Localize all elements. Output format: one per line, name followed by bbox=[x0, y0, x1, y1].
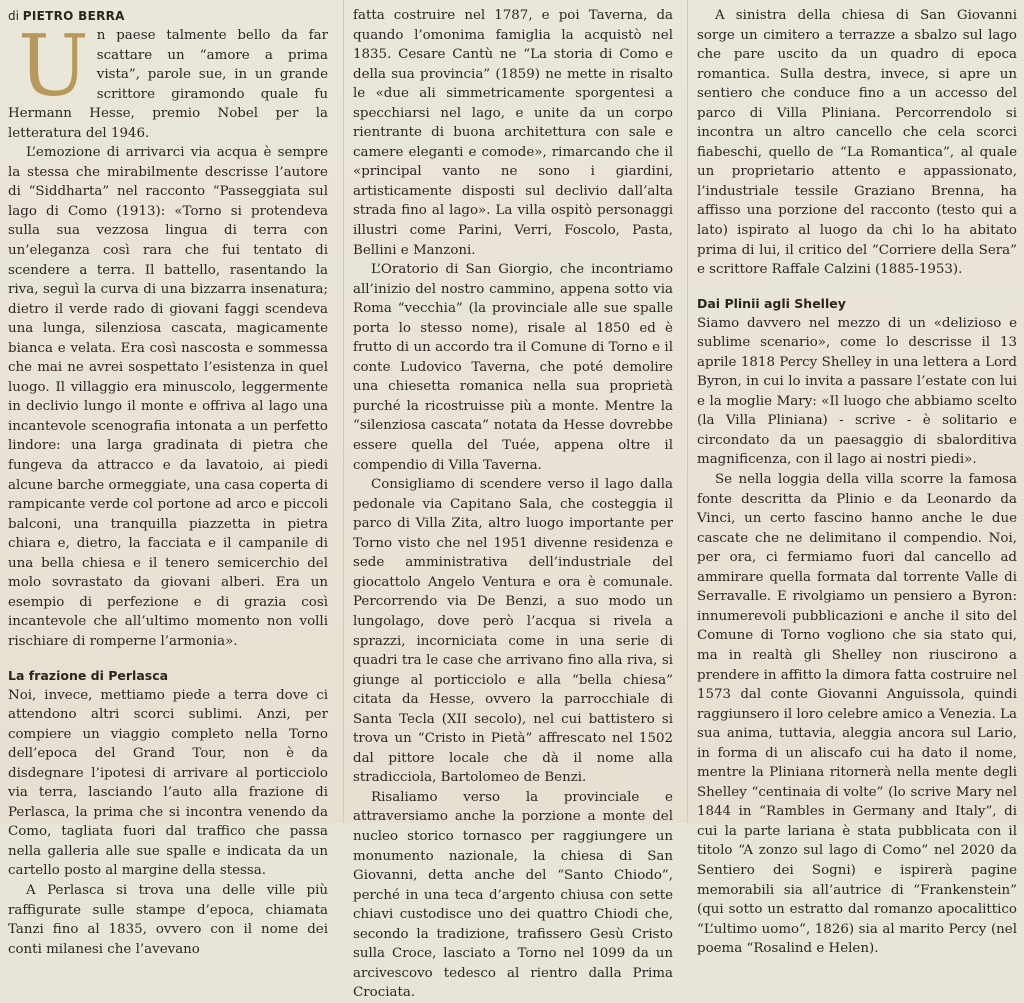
paragraph: A Perlasca si trova una delle ville più raffigurate sulle stampe d’epoca, chiamata Tanzi fino al 1835, ovvero con il nome dei conti milanesi che l’avevano bbox=[8, 882, 328, 957]
article-column-1 bbox=[8, 6, 328, 959]
column-divider bbox=[687, 0, 688, 823]
section-heading: Dai Plinii agli Shelley bbox=[697, 295, 846, 311]
paragraph: Noi, invece, mettiamo piede a terra dove ci attendono altri scorci sublimi. Anzi, per compiere un viaggio completo nella Torno dell’epoca del Grand Tour, non è da disdegnare l’ipotesi di arrivare al porticciolo via terra, lasciando l’auto alla frazione di Perlasca, la prima che si incontra venendo da Como, tagliata fuori dal traffico che passa nella galleria alle sue spalle e indicata da un cartello posto al margine della stessa. bbox=[8, 687, 328, 879]
paragraph: Consigliamo di scendere verso il lago dalla pedonale via Capitano Sala, che costeggia il parco di Villa Zita, altro luogo importante per Torno visto che nel 1951 divenne residenza e sede amministrativa dell’industriale del giocattolo Angelo Ventura e ora è comunale. Percorrendo via De Benzi, a suo modo un lungolago, dove però l’acqua si rivela a sprazzi, incorniciata come in una serie di quadri tra le case che arrivano fino alla riva, si giunge al porticciolo e alla “bella chiesa” citata da Hesse, ovvero la parrocchiale di Santa Tecla (XII secolo), nel cui battistero si trova un “Cristo in Pietà” affrescato nel 1502 dal pittore locale che dà il nome alla stradicciola, Bartolomeo de Benzi. bbox=[353, 477, 673, 786]
article-column-3 bbox=[697, 6, 1017, 959]
paragraph: Risaliamo verso la provinciale e attraversiamo anche la porzione a monte del nucleo storico tornasco per raggiungere un monumento nazionale, la chiesa di San Giovanni, detta anche del “Santo Chiodo”, perché in una teca d’argento chiusa con sette chiavi custodisce uno dei quattro Chiodi che, secondo la tradizione, trafissero Gesù Cristo sulla Croce, lasciato a Torno nel 1099 da un arcivescovo tedesco al rientro dalla Prima Crociata. bbox=[353, 789, 673, 1001]
paragraph: L’Oratorio di San Giorgio, che incontriamo all’inizio del nostro cammino, appena sotto via Roma “vecchia” (la provinciale alle sue spalle porta lo stesso nome), risale al 1850 ed è frutto di un accordo tra il Comune di Torno e il conte Ludovico Taverna, che poté demolire una chiesetta romanica nella sua proprietà purché la ricostruisse più a monte. Mentre la “silenziosa cascata” notata da Hesse dovrebbe essere quella del Tuée, appena oltre il compendio di Villa Taverna. bbox=[353, 262, 673, 473]
paragraph: L’emozione di arrivarci via acqua è sempre la stessa che mirabilmente descrisse l’autore di “Siddharta” nel racconto “Passeggiata sul lago di Como (1913): «Torno si protendeva sulla sua vezzosa lingua di terra con un’eleganza così rara che fui tentato di scendere a terra. Il battello, rasentando la riva, seguì la curva di una bizzarra insenatura; dietro il verde rado di giovani faggi scendeva una lunga, silenziosa cascata, magicamente bianca e velata. Era così nascosta e sommessa che mai ne avrei sospettato l’esistenza in quel luogo. Il villaggio era minuscolo, leggermente in declivio lungo il monte e offriva al lago una incantevole scenografia intonata a un perfetto lindore: una larga gradinata di pietra che fungeva da attracco e da lavatoio, ai piedi alcune barche ormeggiate, una casa coperta di rampicante verde col portone ad arco e piccoli balconi, una tranquilla piazzetta in pietra chiara e, dietro, la facciata e il campanile di una bella chiesa e il tenero semicerchio del molo sovrastato da giovani alberi. Era un esempio di perfezione e di grazia così incantevole che all’ultimo momento non volli rischiare di romperne l’armonia». bbox=[8, 145, 328, 649]
paragraph: Siamo davvero nel mezzo di un «delizioso e sublime scenario», come lo descrisse il 13 aprile 1818 Percy Shelley in una lettera a Lord Byron, in cui lo invita a passare l’estate con lui e la moglie Mary: «Il luogo che abbiamo scelto (la Villa Pliniana) - scrive - è solitario e circondato da un paesaggio di sbalorditiva magnificenza, con il lago ai nostri piedi». bbox=[697, 315, 1017, 468]
paragraph: A sinistra della chiesa di San Giovanni sorge un cimitero a terrazze a sbalzo sul lago che pare uscito da un quadro di epoca romantica. Sulla destra, invece, si apre un sentiero che conduce fino a un accesso del parco di Villa Pliniana. Percorrendolo si incontra un altro cancello che cela scorci fiabeschi, quello de “La Romantica”, al quale un proprietario attento e appassionato, l’industriale tessile Graziano Brenna, ha affisso una porzione del racconto (testo qui a lato) ispirato al luogo da chi lo ha abitato prima di lui, il critico del “Corriere della Sera” e scrittore Raffale Calzini (1885-1953). bbox=[697, 8, 1017, 278]
paragraph: fatta costruire nel 1787, e poi Taverna, da quando l’omonima famiglia la acquistò nel 1835. Cesare Cantù ne “La storia di Como e della sua provincia” (1859) ne mette in risalto le «due ali simmetricamente sporgentesi a specchiarsi nel lago, e unite da un corpo rientrante di buona architettura con sale e camere eleganti e comode», rimarcando che il «principal vanto ne sono i giardini, artisticamente disposti sul declivio dall’alta strada fino al lago». La villa ospitò personaggi illustri come Parini, Verri, Foscolo, Pasta, Bellini e Manzoni. bbox=[353, 8, 673, 258]
byline bbox=[8, 6, 328, 26]
section-heading: La frazione di Perlasca bbox=[8, 667, 169, 683]
paragraph: Se nella loggia della villa scorre la famosa fonte descritta da Plinio e da Leonardo da Vinci, un certo fascino hanno anche le due cascate che ne delimitano il compendio. Noi, per ora, ci fermiamo fuori dal cancello ad ammirare quella formata dal torrente Valle di Serravalle. E rivolgiamo un pensiero a Byron: innumerevoli pubblicazioni e anche il sito del Comune di Torno vogliono che sia stato qui, ma in realtà gli Shelley non riuscirono a prendere in affitto la dimora fatta costruire nel 1573 dal conte Giovanni Anguissola, quindi raggiunsero il loro celebre amico a Venezia. La sua anima, tuttavia, aleggia ancora sul Lario, in forma di un aliscafo cui ha dato il nome, mentre la Pliniana ritornerà nella mente degli Shelley “centinaia di volte” (lo scrive Mary nel 1844 in “Rambles in Germany and Italy”, di cui la parte lariana è stata pubblicata con il titolo “A zonzo sul lago di Como” nel 2020 da Sentiero dei Sogni) e ispirerà pagine memorabili sia all’autrice di “Frankenstein” (qui sotto un estratto dal romanzo apocalittico “L’ultimo uomo”, 1826) sia al marito Percy (nel poema “Rosalind e Helen). bbox=[697, 472, 1017, 957]
article-column-2 bbox=[353, 6, 673, 1003]
intro-paragraph bbox=[8, 17, 328, 143]
byline-prefix: di bbox=[8, 9, 19, 23]
intro-text: n paese talmente bello da far scattare un “amore a prima vista”, parole sue, in un grande scrittore giramondo quale fu Hermann Hesse, premio Nobel per la letteratura del 1946. bbox=[8, 28, 328, 141]
author-name: PIETRO BERRA bbox=[22, 9, 125, 23]
column-divider bbox=[343, 0, 344, 823]
drop-cap: U bbox=[18, 17, 89, 115]
